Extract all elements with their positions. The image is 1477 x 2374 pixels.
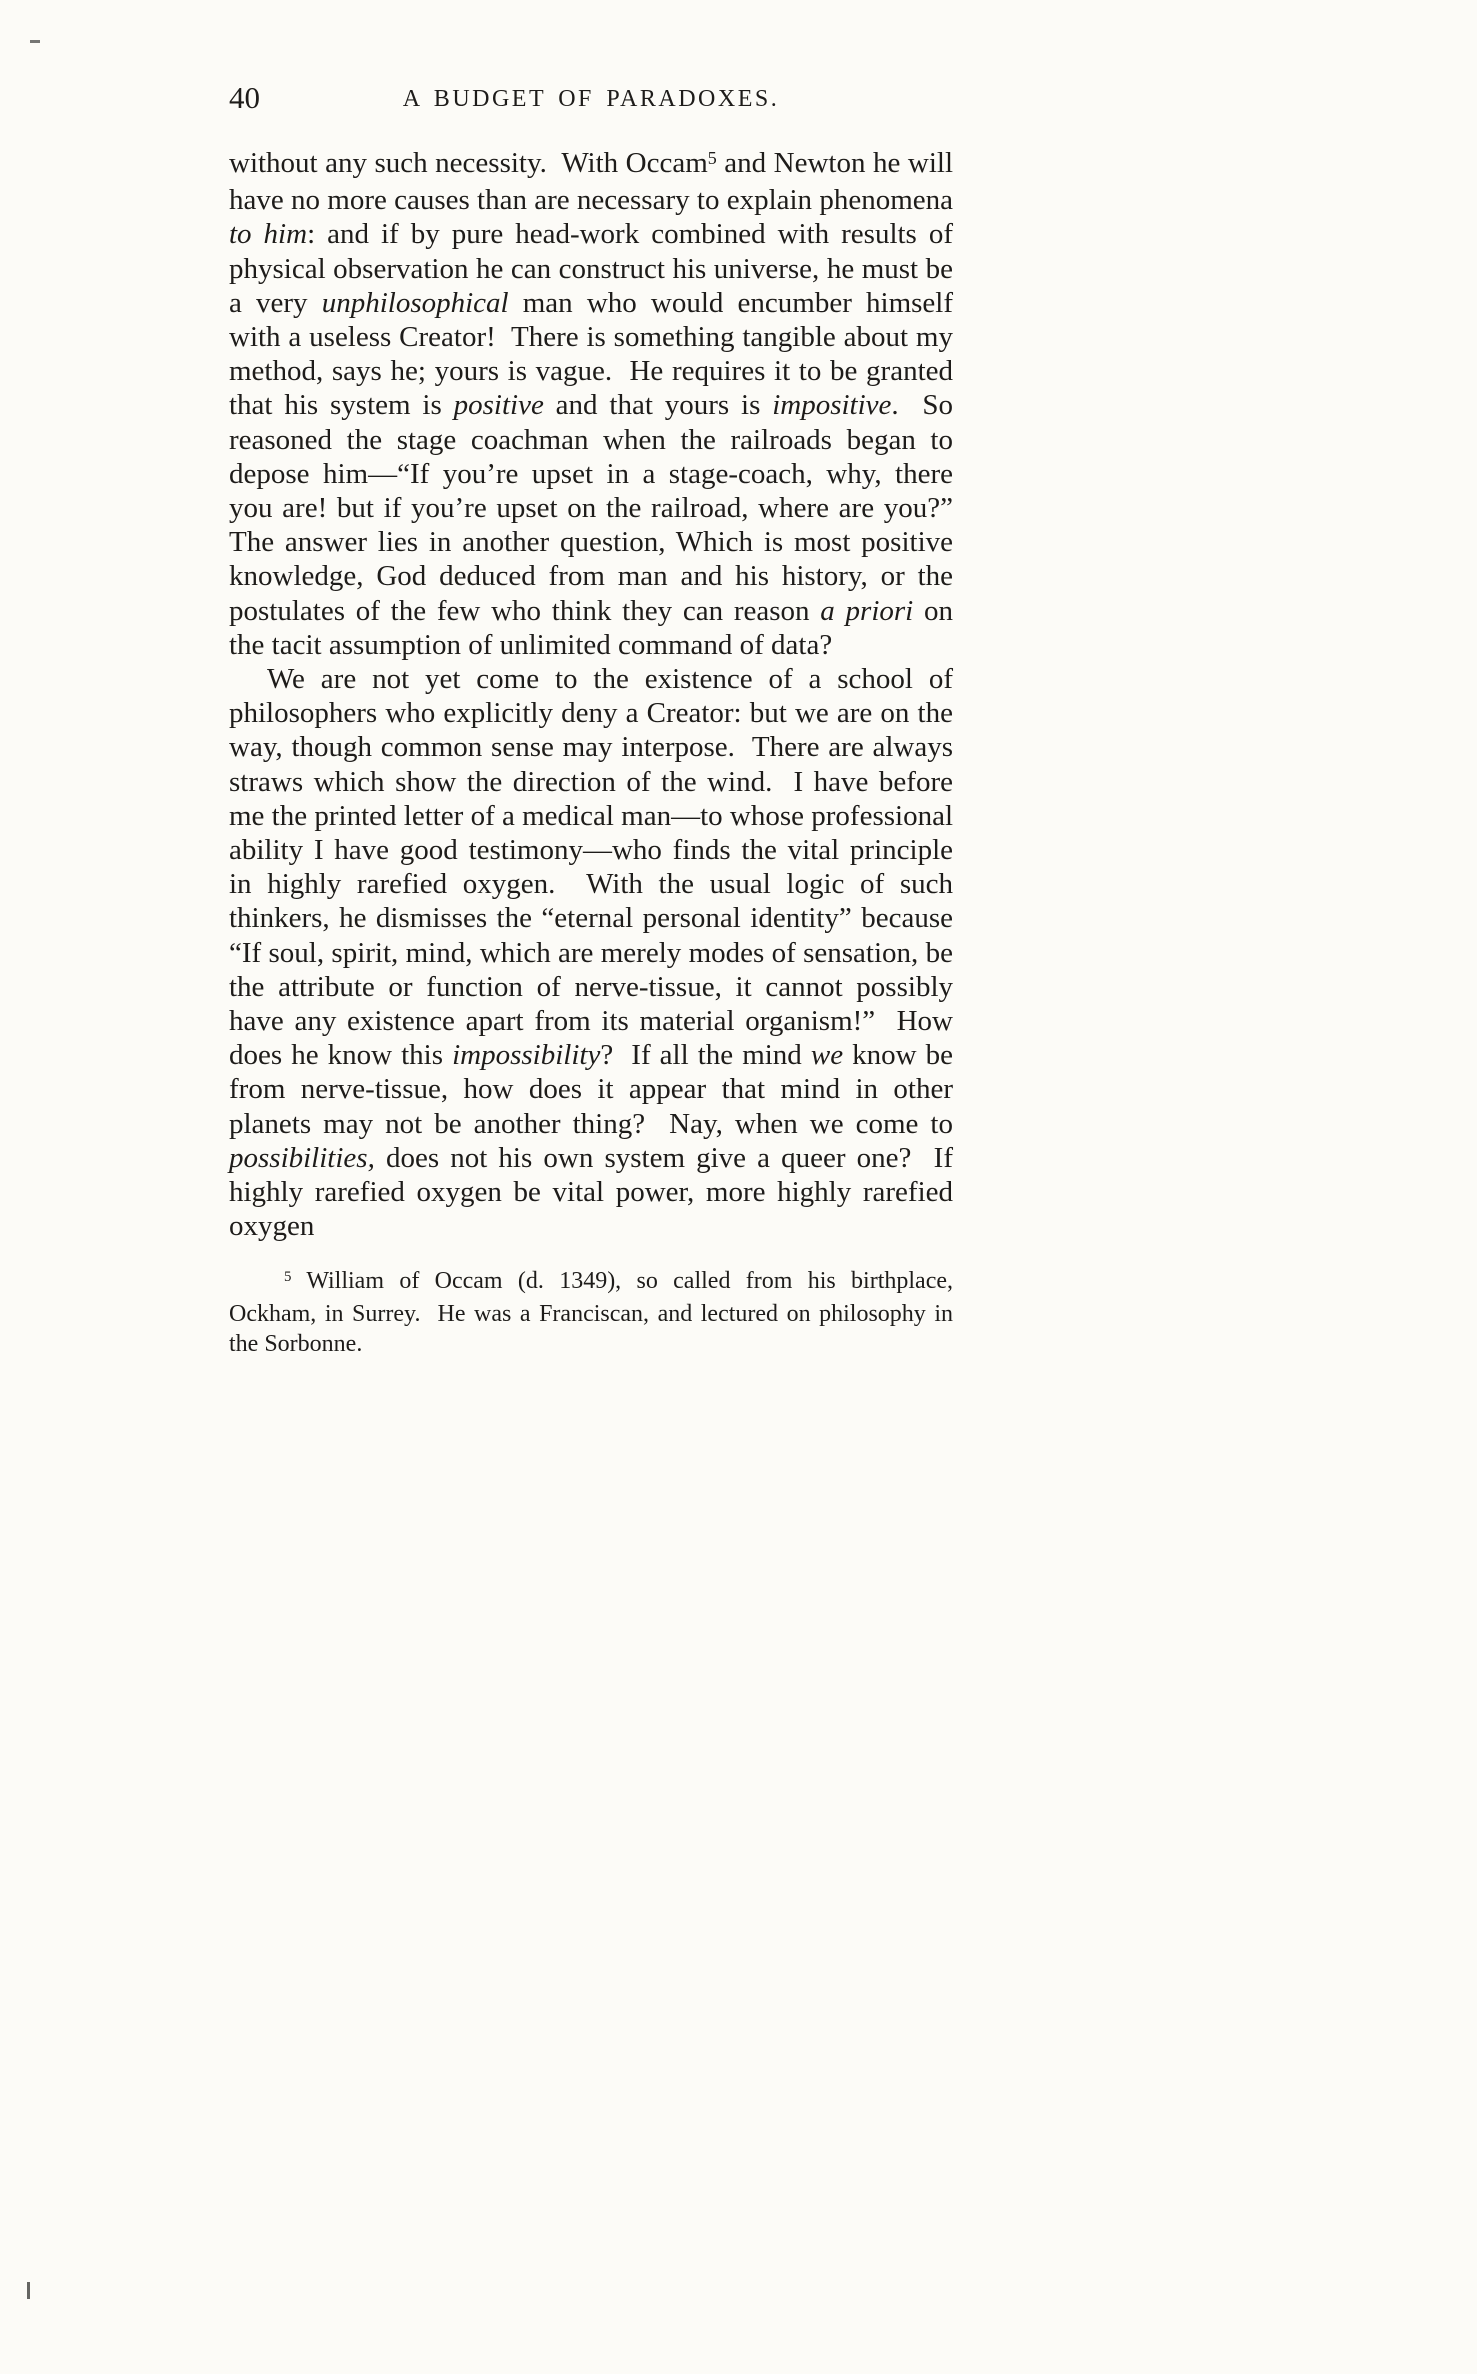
text-segment: William of Occam (d. 1349), so called from his birthplace, Ockham, in Surrey. He was a Franciscan, and lectured on philosophy in the Sorbonne. (229, 1267, 959, 1357)
text-segment: impossibility (452, 1039, 601, 1072)
text-segment: to him (229, 218, 308, 251)
text-segment: and Newton he will have no more causes than are necessary to explain phenomena (229, 147, 961, 217)
paragraph (229, 146, 968, 662)
page-content (229, 78, 968, 1359)
text-segment: on the tacit assumption of unlimited command of data? (229, 594, 961, 661)
page-header (229, 78, 953, 122)
text-segment: possibilities, (229, 1141, 375, 1174)
text-segment: know be from nerve-tissue, how does it appear that mind in other planets may not be another thing? Nay, when we come to (229, 1039, 961, 1140)
scan-artifact-bottom (27, 2282, 30, 2299)
footnote-marker: 5 (707, 147, 717, 168)
text-segment: and that yours is (543, 389, 773, 422)
text-segment: man who would encumber himself with a useless Creator! There is something tangible about my method, says he; yours is vague. He requires it to be granted that his system is (229, 286, 961, 422)
text-segment: a priori (820, 594, 914, 627)
scan-artifact-top (30, 40, 40, 43)
running-head: A BUDGET OF PARADOXES. (402, 86, 780, 112)
text-segment: ? If all the mind (600, 1039, 811, 1072)
text-segment: positive (453, 389, 544, 422)
footnote-text (229, 1266, 959, 1359)
text-segment: impositive (772, 389, 892, 422)
footnote-marker: 5 (284, 1268, 292, 1285)
body-text (229, 146, 968, 1244)
text-segment: . So reasoned the stage coachman when the railroads began to depose him—“If you’re upset in a stage-coach, why, there you are! but if you’re upset on the railroad, where are you?” The answer lies in another question, Which is most positive knowledge, God deduced from man and his history, or the postulates of the few who think they can reason (229, 389, 968, 627)
text-segment: we (810, 1039, 844, 1072)
text-segment: without any such necessity. With Occam (229, 147, 708, 179)
text-segment: unphilosophical (321, 286, 509, 319)
text-segment: : and if by pure head-work combined with results of physical observation he can construct his universe, he must be a very (229, 218, 961, 319)
text-segment: We are not yet come to the existence of a school of philosophers who explicitly deny a Creator: but we are on the way, though common sense may interpose. There are always straws which show the direction of the wind. I have before me the printed letter of a medical man—to whose professional ability I have good testimony—who finds the vital principle in highly rarefied oxygen. With the usual logic of such thinkers, he dismisses the “eternal personal identity” because “If soul, spirit, mind, which are merely modes of sensation, be the attribute or function of nerve-tissue, it cannot possibly have any existence apart from its material organism!” How does he know this (229, 663, 961, 1072)
footnote (229, 1266, 959, 1359)
paragraph (229, 662, 961, 1243)
text-segment: does not his own system give a queer one? If highly rarefied oxygen be vital power, more highly rarefied oxygen (229, 1141, 961, 1243)
page-number: 40 (229, 80, 260, 115)
